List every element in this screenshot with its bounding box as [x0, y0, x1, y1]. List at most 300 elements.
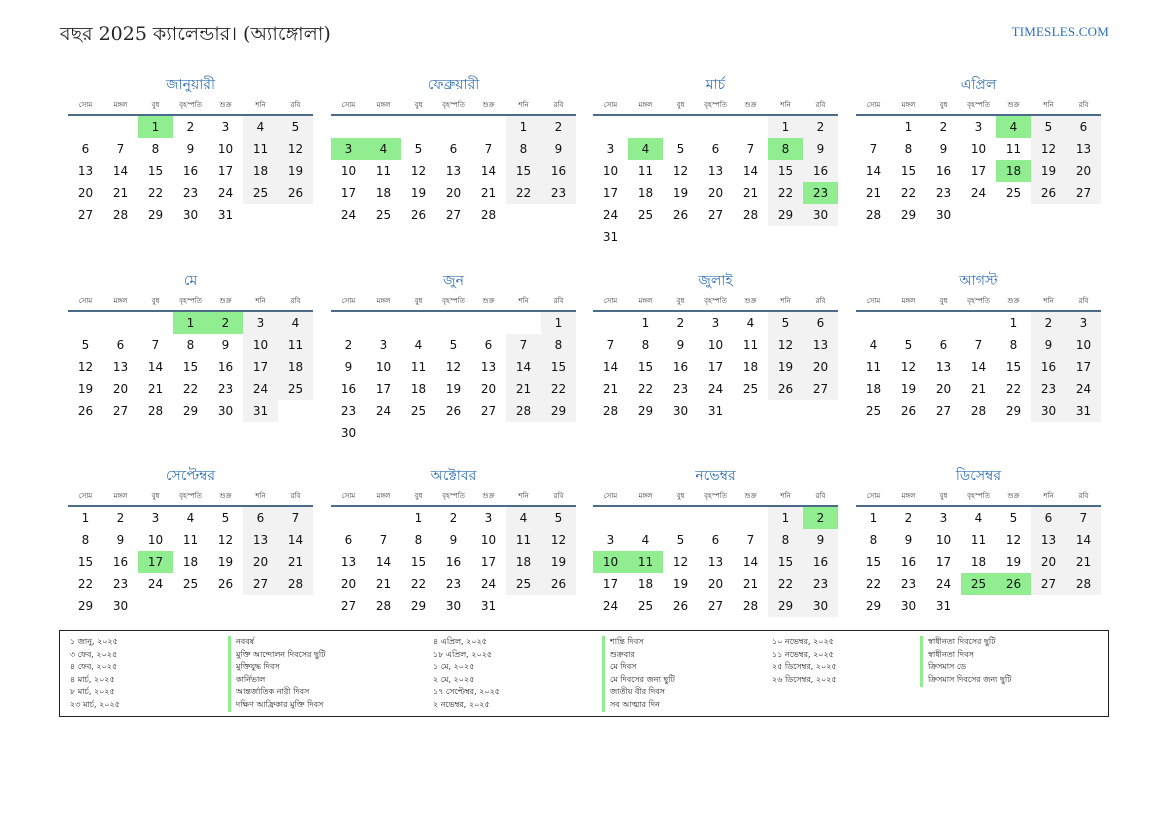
weekday-label: রবি [553, 101, 564, 109]
weekday-label: শুক্র [744, 492, 757, 500]
empty-cell [593, 312, 628, 334]
empty-cell [926, 312, 961, 334]
day-cell: 8 [151, 142, 160, 156]
day-cell: 10 [602, 164, 619, 178]
day-cell: 27 [77, 208, 94, 222]
holiday-date: ৮ মার্চ, ২০২৫ [70, 687, 115, 697]
day-cell: 12 [768, 334, 803, 356]
day-cell: 27 [1031, 573, 1066, 595]
month-name: আগস্ট [959, 273, 998, 289]
weekday-label: সোম [341, 297, 356, 305]
month-name: জুলাই [698, 273, 733, 289]
day-cell: 3 [974, 120, 983, 134]
day-cell: 11 [410, 360, 427, 374]
holiday-day-cell: 1 [173, 312, 208, 334]
day-cell: 26 [541, 573, 576, 595]
day-cell: 11 [243, 138, 278, 160]
weekday-label: বৃহস্পতি [704, 492, 727, 500]
month-name: এপ্রিল [960, 77, 997, 93]
day-cell: 9 [904, 533, 913, 547]
weekday-header [331, 489, 576, 507]
day-grid [593, 312, 838, 422]
day-cell: 3 [606, 142, 615, 156]
day-cell: 16 [803, 160, 838, 182]
day-cell: 24 [340, 208, 357, 222]
month-block [856, 463, 1101, 617]
day-cell: 21 [602, 382, 619, 396]
weekday-label: বৃহস্পতি [179, 101, 202, 109]
holiday-day-cell: 2 [803, 507, 838, 529]
day-cell: 12 [672, 164, 689, 178]
day-cell: 29 [147, 208, 164, 222]
day-cell: 5 [676, 533, 685, 547]
holiday-date: ২৫ ডিসেম্বর, ২০২৫ [772, 662, 837, 672]
site-link[interactable]: TIMESLES.COM [1011, 24, 1109, 39]
weekday-label: বুধ [151, 297, 160, 305]
holiday-date: ১১ নভেম্বর, ২০২৫ [772, 649, 834, 659]
weekday-label: বুধ [414, 297, 423, 305]
day-cell: 16 [900, 555, 917, 569]
day-cell: 12 [900, 360, 917, 374]
weekday-label: সোম [603, 492, 618, 500]
day-cell: 18 [637, 577, 654, 591]
day-cell: 31 [602, 230, 619, 244]
empty-cell [506, 312, 541, 334]
weekday-label: শুক্র [219, 492, 232, 500]
day-cell: 5 [1031, 116, 1066, 138]
day-cell: 26 [278, 182, 313, 204]
day-cell: 23 [672, 382, 689, 396]
day-grid [593, 507, 838, 617]
day-cell: 11 [278, 334, 313, 356]
day-cell: 27 [480, 404, 497, 418]
day-cell: 3 [939, 511, 948, 525]
weekday-label: বুধ [676, 297, 685, 305]
day-cell: 5 [541, 507, 576, 529]
day-cell: 22 [77, 577, 94, 591]
day-cell: 10 [970, 142, 987, 156]
empty-cell [138, 312, 173, 334]
day-cell: 26 [672, 599, 689, 613]
day-cell: 15 [768, 160, 803, 182]
day-cell: 6 [81, 142, 90, 156]
month-name: মে [183, 273, 198, 289]
weekday-label: শনি [1043, 297, 1054, 305]
day-cell: 13 [77, 164, 94, 178]
day-cell: 19 [410, 186, 427, 200]
day-cell: 24 [602, 208, 619, 222]
day-cell: 30 [182, 208, 199, 222]
weekday-label: মঙ্গল [113, 297, 128, 305]
day-cell: 6 [803, 312, 838, 334]
day-cell: 11 [865, 360, 882, 374]
empty-cell [856, 312, 891, 334]
weekday-label: শনি [255, 297, 266, 305]
empty-cell [401, 116, 436, 138]
day-cell: 11 [506, 529, 541, 551]
day-cell: 6 [711, 533, 720, 547]
day-cell: 12 [278, 138, 313, 160]
day-cell: 28 [742, 599, 759, 613]
holiday-name: ক্রিসমাস ডে [920, 661, 966, 674]
day-cell: 22 [147, 186, 164, 200]
holiday-day-cell: 4 [366, 138, 401, 160]
day-cell: 7 [116, 142, 125, 156]
day-cell: 1 [81, 511, 90, 525]
day-cell: 10 [340, 164, 357, 178]
day-cell: 26 [900, 404, 917, 418]
day-cell: 3 [379, 338, 388, 352]
day-grid [331, 312, 576, 444]
day-cell: 13 [480, 360, 497, 374]
day-cell: 16 [1031, 356, 1066, 378]
day-cell: 25 [637, 208, 654, 222]
day-cell: 19 [541, 551, 576, 573]
day-cell: 28 [1066, 573, 1101, 595]
month-block [331, 463, 576, 617]
day-cell: 19 [217, 555, 234, 569]
day-grid [68, 507, 313, 617]
day-cell: 15 [541, 356, 576, 378]
day-cell: 14 [506, 356, 541, 378]
day-cell: 4 [186, 511, 195, 525]
month-name: ডিসেম্বর [955, 468, 1002, 484]
day-cell: 15 [182, 360, 199, 374]
day-cell: 23 [1031, 378, 1066, 400]
day-cell: 13 [243, 529, 278, 551]
day-cell: 9 [676, 338, 685, 352]
day-cell: 11 [1005, 142, 1022, 156]
day-cell: 27 [935, 404, 952, 418]
day-cell: 21 [742, 577, 759, 591]
day-cell: 15 [506, 160, 541, 182]
day-cell: 26 [1031, 182, 1066, 204]
holiday-name: স্বাধীনতা দিবসের ছুটি [920, 636, 995, 649]
weekday-header [68, 98, 313, 116]
empty-cell [628, 116, 663, 138]
day-cell: 24 [707, 382, 724, 396]
day-cell: 29 [637, 404, 654, 418]
weekday-label: শনি [780, 297, 791, 305]
day-cell: 16 [803, 551, 838, 573]
month-block [68, 268, 313, 422]
weekday-label: সোম [866, 101, 881, 109]
empty-cell [593, 116, 628, 138]
day-cell: 29 [768, 204, 803, 226]
day-cell: 7 [151, 338, 160, 352]
holiday-date: ৪ এপ্রিল, ২০২৫ [433, 637, 487, 646]
day-cell: 26 [77, 404, 94, 418]
day-cell: 3 [606, 533, 615, 547]
holiday-date: ১ জানু, ২০২৫ [70, 637, 118, 646]
day-cell: 24 [602, 599, 619, 613]
weekday-label: রবি [553, 297, 564, 305]
day-grid [856, 312, 1101, 422]
empty-cell [733, 507, 768, 529]
day-cell: 23 [340, 404, 357, 418]
day-cell: 1 [904, 120, 913, 134]
day-cell: 27 [243, 573, 278, 595]
month-name: জুন [443, 273, 464, 289]
day-cell: 9 [186, 142, 195, 156]
day-cell: 15 [77, 555, 94, 569]
day-cell: 9 [939, 142, 948, 156]
weekday-label: রবি [815, 101, 826, 109]
holiday-date: ২ মে, ২০২৫ [433, 674, 475, 684]
weekday-label: বুধ [151, 101, 160, 109]
day-cell: 3 [711, 316, 720, 330]
page-title: বছর 2025 ক্যালেন্ডার। (অ্যাঙ্গোলা) [60, 23, 331, 45]
day-cell: 22 [541, 378, 576, 400]
day-cell: 24 [970, 186, 987, 200]
day-cell: 7 [746, 533, 755, 547]
day-cell: 30 [217, 404, 234, 418]
empty-cell [698, 507, 733, 529]
weekday-header [593, 98, 838, 116]
day-cell: 27 [340, 599, 357, 613]
day-cell: 20 [112, 382, 129, 396]
day-cell: 29 [541, 400, 576, 422]
weekday-label: শুক্র [744, 101, 757, 109]
day-cell: 30 [900, 599, 917, 613]
day-cell: 4 [278, 312, 313, 334]
day-cell: 4 [746, 316, 755, 330]
day-cell: 16 [935, 164, 952, 178]
day-cell: 1 [768, 507, 803, 529]
weekday-label: সোম [341, 492, 356, 500]
weekday-header [593, 294, 838, 312]
day-cell: 9 [1031, 334, 1066, 356]
day-cell: 17 [602, 186, 619, 200]
day-cell: 16 [445, 555, 462, 569]
empty-cell [891, 312, 926, 334]
day-cell: 8 [81, 533, 90, 547]
holiday-name: ক্রিসমাস দিবসের জন্য ছুটি [920, 674, 1012, 687]
day-cell: 17 [602, 577, 619, 591]
day-cell: 13 [803, 334, 838, 356]
holiday-date: ১৭ সেপ্টেম্বর, ২০২৫ [433, 687, 500, 697]
day-cell: 21 [375, 577, 392, 591]
day-cell: 11 [182, 533, 199, 547]
weekday-label: মঙ্গল [638, 492, 653, 500]
day-cell: 29 [768, 595, 803, 617]
holiday-name: মে দিবসের জন্য ছুটি [602, 674, 675, 687]
weekday-label: বুধ [676, 492, 685, 500]
day-cell: 25 [1005, 186, 1022, 200]
day-cell: 10 [147, 533, 164, 547]
empty-cell [436, 116, 471, 138]
day-cell: 6 [1031, 507, 1066, 529]
day-cell: 30 [803, 204, 838, 226]
day-cell: 26 [672, 208, 689, 222]
holiday-day-cell: 11 [628, 551, 663, 573]
day-cell: 2 [449, 511, 458, 525]
day-cell: 30 [672, 404, 689, 418]
day-cell: 8 [1009, 338, 1018, 352]
empty-cell [103, 312, 138, 334]
holiday-name: মে দিবস [602, 661, 636, 674]
day-cell: 24 [375, 404, 392, 418]
holiday-name: কার্নিভাল [228, 674, 265, 687]
weekday-label: সোম [866, 297, 881, 305]
day-cell: 22 [865, 577, 882, 591]
day-cell: 28 [506, 400, 541, 422]
day-cell: 6 [344, 533, 353, 547]
empty-cell [961, 312, 996, 334]
weekday-header [856, 98, 1101, 116]
holiday-name: শুক্রবার [602, 649, 635, 662]
day-cell: 24 [217, 186, 234, 200]
day-cell: 8 [506, 138, 541, 160]
day-cell: 25 [865, 404, 882, 418]
weekday-header [68, 294, 313, 312]
day-cell: 16 [541, 160, 576, 182]
day-grid [331, 116, 576, 226]
weekday-label: বৃহস্পতি [179, 492, 202, 500]
day-cell: 31 [480, 599, 497, 613]
empty-cell [331, 507, 366, 529]
day-cell: 17 [375, 382, 392, 396]
month-block [593, 268, 838, 422]
holiday-day-cell: 18 [996, 160, 1031, 182]
empty-cell [103, 116, 138, 138]
weekday-label: বৃহস্পতি [442, 492, 465, 500]
weekday-label: সোম [78, 492, 93, 500]
day-cell: 3 [484, 511, 493, 525]
day-cell: 28 [865, 208, 882, 222]
day-cell: 19 [672, 186, 689, 200]
day-cell: 21 [970, 382, 987, 396]
holiday-legend [59, 630, 1109, 717]
day-cell: 7 [746, 142, 755, 156]
holiday-date: ২৩ মার্চ, ২০২৫ [70, 700, 120, 709]
day-cell: 14 [147, 360, 164, 374]
holiday-name: দক্ষিণ আফ্রিকার মুক্তি দিবস [228, 699, 323, 712]
day-cell: 6 [449, 142, 458, 156]
weekday-label: বুধ [939, 101, 948, 109]
holiday-date: ১০ নভেম্বর, ২০২৫ [772, 637, 834, 646]
empty-cell [733, 116, 768, 138]
day-cell: 14 [112, 164, 129, 178]
holiday-name: জাতীয় বীর দিবস [602, 686, 665, 699]
day-cell: 20 [1066, 160, 1101, 182]
holiday-date: ১ মে, ২০২৫ [433, 662, 475, 672]
holiday-date: ২৬ ডিসেম্বর, ২০২৫ [772, 674, 837, 684]
day-cell: 7 [606, 338, 615, 352]
day-cell: 9 [116, 533, 125, 547]
weekday-label: শনি [1043, 101, 1054, 109]
day-cell: 30 [1031, 400, 1066, 422]
weekday-label: শনি [255, 492, 266, 500]
weekday-label: মঙ্গল [901, 492, 916, 500]
day-cell: 22 [506, 182, 541, 204]
weekday-label: সোম [603, 297, 618, 305]
day-cell: 5 [278, 116, 313, 138]
day-cell: 7 [278, 507, 313, 529]
day-cell: 6 [1066, 116, 1101, 138]
day-cell: 20 [707, 577, 724, 591]
holiday-name: শান্তি দিবস [602, 636, 644, 649]
day-cell: 27 [1066, 182, 1101, 204]
day-cell: 1 [541, 312, 576, 334]
day-cell: 19 [1005, 555, 1022, 569]
month-block [68, 463, 313, 617]
weekday-label: বৃহস্পতি [179, 297, 202, 305]
weekday-header [331, 294, 576, 312]
day-cell: 2 [116, 511, 125, 525]
weekday-label: মঙ্গল [638, 297, 653, 305]
holiday-name: নববর্ষ [228, 636, 254, 649]
day-cell: 10 [375, 360, 392, 374]
weekday-label: বুধ [414, 492, 423, 500]
weekday-label: শনি [518, 297, 529, 305]
weekday-label: মঙ্গল [376, 297, 391, 305]
day-cell: 23 [445, 577, 462, 591]
day-cell: 18 [375, 186, 392, 200]
weekday-label: শুক্র [219, 297, 232, 305]
day-cell: 20 [340, 577, 357, 591]
day-cell: 23 [112, 577, 129, 591]
weekday-label: শুক্র [744, 297, 757, 305]
weekday-header [856, 489, 1101, 507]
day-cell: 12 [410, 164, 427, 178]
weekday-label: রবি [815, 297, 826, 305]
day-cell: 23 [900, 577, 917, 591]
holiday-date: ২ নভেম্বর, ২০২৫ [433, 700, 490, 709]
day-cell: 9 [344, 360, 353, 374]
day-grid [856, 116, 1101, 226]
day-cell: 28 [112, 208, 129, 222]
day-cell: 2 [1031, 312, 1066, 334]
day-cell: 27 [803, 378, 838, 400]
month-block [856, 268, 1101, 422]
weekday-label: শনি [518, 101, 529, 109]
weekday-label: বৃহস্পতি [442, 101, 465, 109]
day-cell: 31 [1066, 400, 1101, 422]
day-cell: 16 [217, 360, 234, 374]
day-cell: 22 [410, 577, 427, 591]
day-cell: 26 [217, 577, 234, 591]
day-cell: 14 [865, 164, 882, 178]
day-cell: 18 [506, 551, 541, 573]
day-cell: 14 [602, 360, 619, 374]
weekday-label: শুক্র [482, 492, 495, 500]
day-cell: 13 [1031, 529, 1066, 551]
day-cell: 7 [974, 338, 983, 352]
holiday-day-cell: 4 [628, 138, 663, 160]
day-cell: 30 [445, 599, 462, 613]
holiday-day-cell: 17 [138, 551, 173, 573]
day-cell: 17 [707, 360, 724, 374]
day-cell: 5 [1009, 511, 1018, 525]
day-cell: 15 [637, 360, 654, 374]
holiday-day-cell: 8 [768, 138, 803, 160]
day-cell: 4 [869, 338, 878, 352]
holiday-day-cell: 1 [138, 116, 173, 138]
weekday-label: মঙ্গল [113, 492, 128, 500]
day-cell: 31 [707, 404, 724, 418]
day-cell: 4 [414, 338, 423, 352]
weekday-label: শনি [780, 101, 791, 109]
day-cell: 29 [900, 208, 917, 222]
day-cell: 4 [243, 116, 278, 138]
day-cell: 1 [641, 316, 650, 330]
day-cell: 9 [541, 138, 576, 160]
day-cell: 2 [803, 116, 838, 138]
day-cell: 31 [217, 208, 234, 222]
holiday-day-cell: 23 [803, 182, 838, 204]
empty-cell [856, 116, 891, 138]
